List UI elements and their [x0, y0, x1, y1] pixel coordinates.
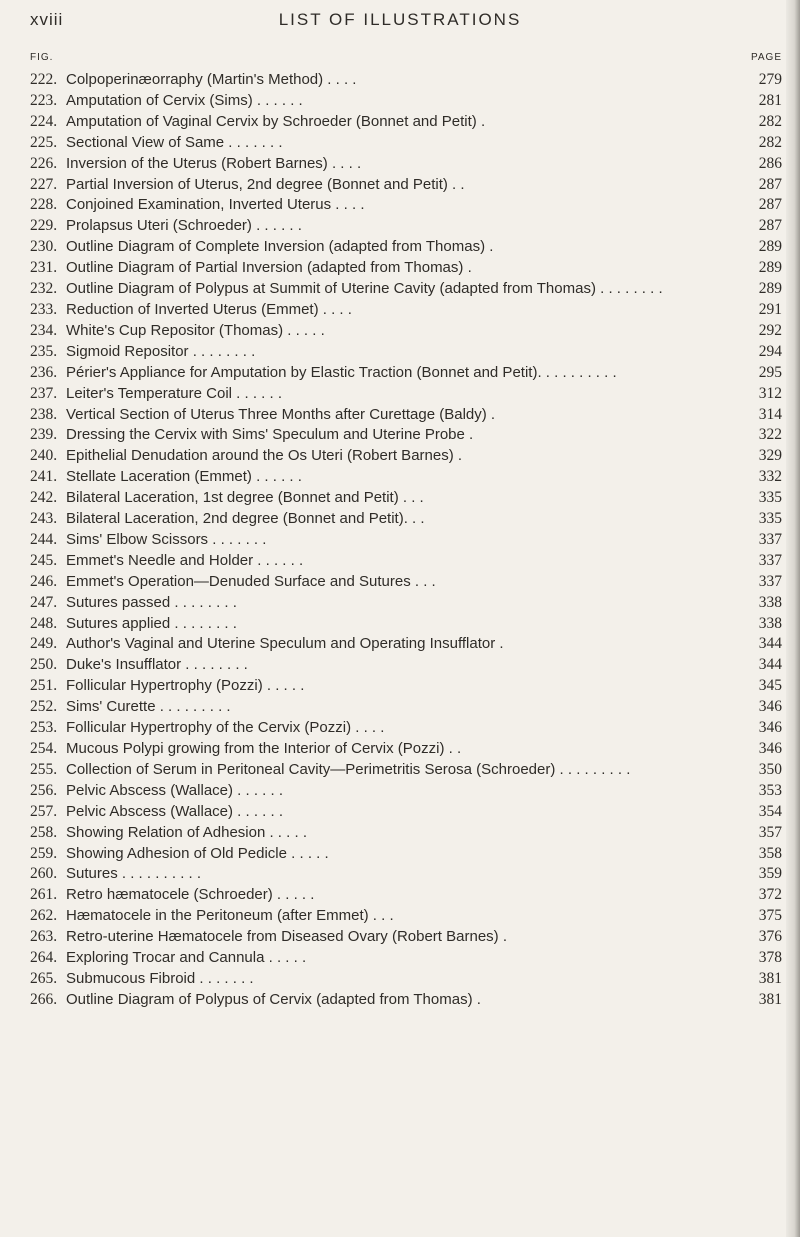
- page-reference: 295: [758, 363, 782, 381]
- figure-number: 242.: [30, 489, 58, 507]
- page-reference: 337: [758, 530, 782, 548]
- figure-number: 246.: [30, 572, 58, 590]
- figure-caption: Epithelial Denudation around the Os Uteri (Robert Barnes) .: [66, 447, 463, 465]
- page-reference: 335: [758, 489, 782, 507]
- figure-number: 262.: [30, 907, 58, 925]
- page-reference: 346: [758, 719, 782, 737]
- figure-caption: Dressing the Cervix with Sims' Speculum and Uterine Probe .: [66, 426, 474, 444]
- list-item: [30, 216, 782, 237]
- figure-number: 255.: [30, 760, 58, 778]
- list-item: [30, 655, 782, 676]
- figure-caption: Duke's Insufflator . . . . . . . .: [66, 656, 248, 674]
- figure-caption: Leiter's Temperature Coil . . . . . .: [66, 384, 283, 402]
- figure-number: 258.: [30, 823, 58, 841]
- list-item: [30, 154, 782, 175]
- figure-caption: Author's Vaginal and Uterine Speculum and Operating Insufflator .: [66, 635, 504, 653]
- page-reference: 329: [758, 447, 782, 465]
- running-header: [30, 10, 770, 38]
- page-reference: 359: [758, 865, 782, 883]
- figure-number: 225.: [30, 133, 58, 151]
- figure-number: 252.: [30, 698, 58, 716]
- figure-caption: Reduction of Inverted Uterus (Emmet) . . . .: [66, 300, 352, 318]
- page-reference: 335: [758, 510, 782, 528]
- list-item: [30, 91, 782, 112]
- figure-number: 224.: [30, 112, 58, 130]
- page-reference: 357: [758, 823, 782, 841]
- page-reference: 282: [758, 133, 782, 151]
- list-item: [30, 697, 782, 718]
- figure-number: 247.: [30, 593, 58, 611]
- list-item: [30, 781, 782, 802]
- figure-number: 237.: [30, 384, 58, 402]
- figure-number: 264.: [30, 949, 58, 967]
- figure-number: 240.: [30, 447, 58, 465]
- list-item: [30, 823, 782, 844]
- figure-caption: Mucous Polypi growing from the Interior of Cervix (Pozzi) . .: [66, 740, 462, 757]
- page-reference: 286: [758, 154, 782, 172]
- figure-caption: Showing Adhesion of Old Pedicle . . . . .: [66, 844, 329, 862]
- list-item: [30, 112, 782, 133]
- page-reference: 338: [758, 614, 782, 632]
- page-reference: 292: [758, 321, 782, 339]
- figure-number: 253.: [30, 719, 58, 737]
- figure-caption: Sims' Curette . . . . . . . . .: [66, 698, 231, 716]
- list-item: [30, 258, 782, 279]
- figure-number: 235.: [30, 342, 58, 360]
- page-reference: 375: [758, 907, 782, 925]
- list-item: [30, 363, 782, 384]
- figure-caption: Sutures . . . . . . . . . .: [66, 865, 202, 883]
- figure-caption: Sutures applied . . . . . . . .: [66, 614, 237, 632]
- figure-caption: Inversion of the Uterus (Robert Barnes) . . . .: [66, 154, 362, 172]
- list-item: [30, 70, 782, 91]
- illustrations-list: [30, 70, 782, 1011]
- figure-caption: Hæmatocele in the Peritoneum (after Emmet) . . .: [66, 907, 394, 925]
- page-reference: 291: [758, 300, 782, 318]
- figure-number: 260.: [30, 865, 58, 883]
- figure-number: 251.: [30, 677, 58, 695]
- figure-number: 230.: [30, 238, 58, 256]
- page-reference: 353: [758, 781, 782, 799]
- figure-number: 259.: [30, 844, 58, 862]
- page-reference: 376: [758, 928, 782, 946]
- list-item: [30, 864, 782, 885]
- figure-caption: Follicular Hypertrophy of the Cervix (Pozzi) . . . .: [66, 719, 385, 737]
- figure-caption: Follicular Hypertrophy (Pozzi) . . . . .: [66, 677, 305, 695]
- page-reference: 289: [758, 280, 782, 298]
- list-item: [30, 906, 782, 927]
- figure-number: 263.: [30, 928, 58, 946]
- list-item: [30, 342, 782, 363]
- page-reference: 344: [758, 656, 782, 674]
- list-item: [30, 718, 782, 739]
- figure-caption: Emmet's Operation—Denuded Surface and Sutures . . .: [66, 572, 436, 590]
- figure-caption: White's Cup Repositor (Thomas) . . . . .: [66, 321, 325, 339]
- figure-number: 227.: [30, 175, 58, 193]
- figure-caption: Submucous Fibroid . . . . . . .: [66, 969, 254, 987]
- page-column-header: PAGE: [750, 52, 782, 63]
- figure-number: 250.: [30, 656, 58, 674]
- list-item: [30, 425, 782, 446]
- list-item: [30, 279, 782, 300]
- fig-column-header: FIG.: [30, 52, 54, 63]
- figure-number: 245.: [30, 551, 58, 569]
- page-reference: 350: [758, 760, 782, 778]
- page-reference: 281: [758, 91, 782, 109]
- page-reference: 282: [758, 112, 782, 130]
- figure-caption: Showing Relation of Adhesion . . . . .: [66, 823, 307, 841]
- figure-number: 236.: [30, 363, 58, 381]
- figure-number: 238.: [30, 405, 58, 423]
- page-reference: 346: [758, 698, 782, 716]
- figure-caption: Outline Diagram of Complete Inversion (adapted from Thomas) .: [66, 238, 494, 256]
- figure-caption: Amputation of Cervix (Sims) . . . . . .: [66, 91, 303, 109]
- list-item: [30, 927, 782, 948]
- page-reference: 322: [758, 426, 782, 444]
- page-number-roman: xviii: [30, 10, 64, 29]
- list-item: [30, 488, 782, 509]
- list-item: [30, 405, 782, 426]
- figure-caption: Pelvic Abscess (Wallace) . . . . . .: [66, 781, 284, 799]
- page-reference: 287: [758, 196, 782, 214]
- list-item: [30, 446, 782, 467]
- figure-number: 241.: [30, 468, 58, 486]
- figure-number: 254.: [30, 740, 58, 757]
- list-item: [30, 237, 782, 258]
- figure-caption: Amputation of Vaginal Cervix by Schroeder (Bonnet and Petit) .: [66, 112, 486, 130]
- page-reference: 289: [758, 259, 782, 277]
- figure-caption: Bilateral Laceration, 1st degree (Bonnet and Petit) . . .: [66, 489, 424, 507]
- list-item: [30, 321, 782, 342]
- list-item: [30, 551, 782, 572]
- figure-number: 244.: [30, 530, 58, 548]
- figure-number: 239.: [30, 426, 58, 444]
- list-item: [30, 572, 782, 593]
- page-reference: 338: [758, 593, 782, 611]
- figure-caption: Bilateral Laceration, 2nd degree (Bonnet and Petit). . .: [66, 510, 425, 528]
- figure-number: 234.: [30, 321, 58, 339]
- figure-number: 229.: [30, 217, 58, 235]
- figure-caption: Sims' Elbow Scissors . . . . . . .: [66, 530, 267, 548]
- page-reference: 332: [758, 468, 782, 486]
- list-item: [30, 844, 782, 865]
- figure-caption: Pelvic Abscess (Wallace) . . . . . .: [66, 802, 284, 820]
- figure-number: 222.: [30, 71, 58, 88]
- page-reference: 337: [758, 572, 782, 590]
- figure-number: 233.: [30, 300, 58, 318]
- figure-caption: Retro hæmatocele (Schroeder) . . . . .: [66, 886, 315, 904]
- figure-number: 249.: [30, 635, 58, 653]
- figure-caption: Outline Diagram of Polypus of Cervix (adapted from Thomas) .: [66, 990, 481, 1008]
- figure-caption: Sigmoid Repositor . . . . . . . .: [66, 342, 256, 360]
- figure-number: 228.: [30, 196, 58, 214]
- list-item: [30, 300, 782, 321]
- figure-caption: Outline Diagram of Polypus at Summit of Uterine Cavity (adapted from Thomas) . . . . . . . .: [66, 280, 663, 298]
- list-item: [30, 885, 782, 906]
- page-reference: 344: [758, 635, 782, 653]
- figure-caption: Stellate Laceration (Emmet) . . . . . .: [66, 468, 302, 486]
- figure-number: 231.: [30, 259, 58, 277]
- page-reference: 289: [758, 238, 782, 256]
- list-item: [30, 530, 782, 551]
- page-reference: 312: [758, 384, 782, 402]
- list-item: [30, 175, 782, 196]
- page-reference: 358: [758, 844, 782, 862]
- figure-caption: Emmet's Needle and Holder . . . . . .: [66, 551, 304, 569]
- list-item: [30, 195, 782, 216]
- page-reference: 345: [758, 677, 782, 695]
- figure-number: 261.: [30, 886, 58, 904]
- list-item: [30, 133, 782, 154]
- page-reference: 287: [758, 175, 782, 193]
- figure-number: 248.: [30, 614, 58, 632]
- list-item: [30, 634, 782, 655]
- list-item: [30, 676, 782, 697]
- page-reference: 294: [758, 342, 782, 360]
- figure-caption: Exploring Trocar and Cannula . . . . .: [66, 949, 307, 967]
- page-reference: 381: [758, 969, 782, 987]
- page-reference: 287: [758, 217, 782, 235]
- figure-caption: Vertical Section of Uterus Three Months after Curettage (Baldy) .: [66, 405, 496, 423]
- figure-caption: Sectional View of Same . . . . . . .: [66, 133, 283, 151]
- page-reference: 346: [758, 740, 782, 757]
- figure-caption: Retro-uterine Hæmatocele from Diseased Ovary (Robert Barnes) .: [66, 928, 507, 946]
- figure-number: 257.: [30, 802, 58, 820]
- list-item: [30, 614, 782, 635]
- figure-caption: Sutures passed . . . . . . . .: [66, 593, 237, 611]
- figure-number: 232.: [30, 280, 58, 298]
- figure-number: 243.: [30, 510, 58, 528]
- list-item: [30, 948, 782, 969]
- list-item: [30, 384, 782, 405]
- page-edge-shadow: [786, 0, 800, 1237]
- figure-caption: Conjoined Examination, Inverted Uterus . . . .: [66, 196, 365, 214]
- figure-caption: Partial Inversion of Uterus, 2nd degree (Bonnet and Petit) . .: [66, 175, 465, 193]
- page-reference: 279: [758, 71, 782, 88]
- figure-number: 266.: [30, 990, 58, 1008]
- figure-number: 265.: [30, 969, 58, 987]
- figure-caption: Colpoperinæorraphy (Martin's Method) . . . .: [66, 71, 357, 88]
- list-item: [30, 969, 782, 990]
- list-item: [30, 990, 782, 1011]
- page-title: LIST OF ILLUSTRATIONS: [278, 10, 522, 29]
- figure-number: 256.: [30, 781, 58, 799]
- page-reference: 372: [758, 886, 782, 904]
- figure-caption: Outline Diagram of Partial Inversion (adapted from Thomas) .: [66, 259, 472, 277]
- figure-caption: Périer's Appliance for Amputation by Elastic Traction (Bonnet and Petit). . . . . . . . . .: [66, 363, 617, 381]
- page-reference: 337: [758, 551, 782, 569]
- list-item: [30, 802, 782, 823]
- list-item: [30, 760, 782, 781]
- figure-number: 226.: [30, 154, 58, 172]
- figure-number: 223.: [30, 91, 58, 109]
- list-item: [30, 593, 782, 614]
- column-headers: [30, 52, 782, 70]
- figure-caption: Collection of Serum in Peritoneal Cavity—Perimetritis Serosa (Schroeder) . . . . . . . . .: [66, 760, 631, 778]
- page-reference: 354: [758, 802, 782, 820]
- figure-caption: Prolapsus Uteri (Schroeder) . . . . . .: [66, 217, 302, 235]
- list-item: [30, 467, 782, 488]
- page-reference: 381: [758, 990, 782, 1008]
- list-item: [30, 739, 782, 760]
- page-reference: 314: [758, 405, 782, 423]
- page-reference: 378: [758, 949, 782, 967]
- list-item: [30, 509, 782, 530]
